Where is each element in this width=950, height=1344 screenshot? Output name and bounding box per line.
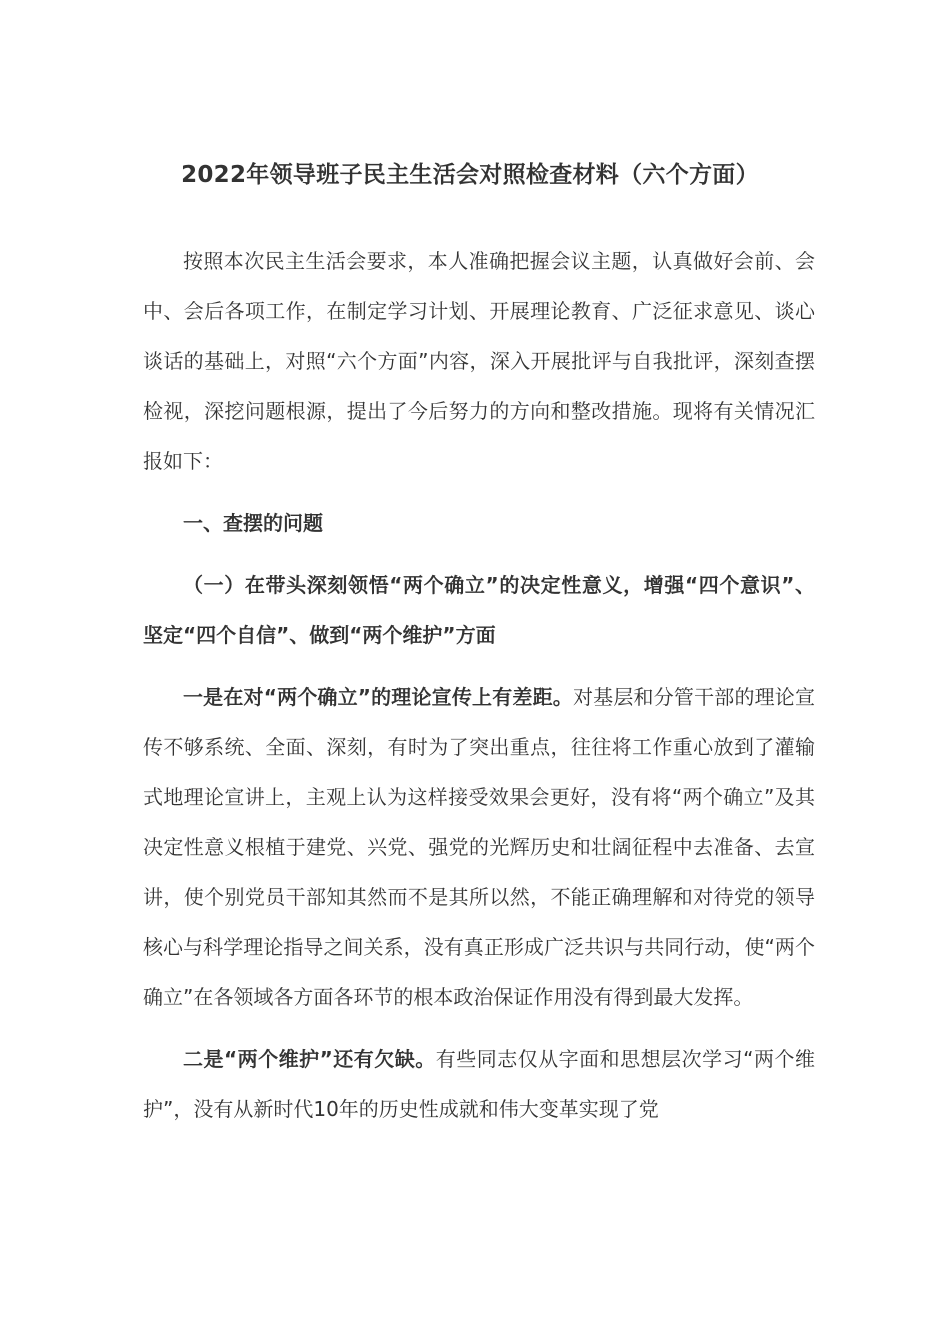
document-title: 2022年领导班子民主生活会对照检查材料（六个方面） (181, 162, 759, 188)
subsection-heading: （一）在带头深刻领悟“两个确立”的决定性意义，增强“四个意识”、坚定“四个自信”、做到“两个维护”方面 (143, 573, 815, 647)
section-heading: 一、查摆的问题 (183, 511, 323, 535)
point-one-paragraph (143, 672, 815, 1022)
point-two-lead: 二是“两个维护”还有欠缺。 (183, 1047, 436, 1071)
point-one-text: 对基层和分管干部的理论宣传不够系统、全面、深刻，有时为了突出重点，往往将工作重心放到了灌输式地理论宣讲上，主观上认为这样接受效果会更好，没有将“两个确立”及其决定性意义根植于建党、兴党、强党的光辉历史和壮阔征程中去准备、去宣讲，使个别党员干部知其然而不是其所以然，不能正确理解和对待党的领导核心与科学理论指导之间关系，没有真正形成广泛共识与共同行动，使“两个确立”在各领域各方面各环节的根本政治保证作用没有得到最大发挥。 (143, 685, 815, 1009)
intro-paragraph: 按照本次民主生活会要求，本人准确把握会议主题，认真做好会前、会中、会后各项工作，在制定学习计划、开展理论教育、广泛征求意见、谈心谈话的基础上，对照“六个方面”内容，深入开展批评与自我批评，深刻查摆检视，深挖问题根源，提出了今后努力的方向和整改措施。现将有关情况汇报如下： (143, 249, 815, 473)
point-one-lead: 一是在对“两个确立”的理论宣传上有差距。 (183, 685, 573, 709)
document-body (143, 236, 815, 1134)
point-two-paragraph (143, 1034, 815, 1134)
point-two-text: 有些同志仅从字面和思想层次学习“两个维护”，没有从新时代10年的历史性成就和伟大变革实现了党 (143, 1047, 815, 1121)
